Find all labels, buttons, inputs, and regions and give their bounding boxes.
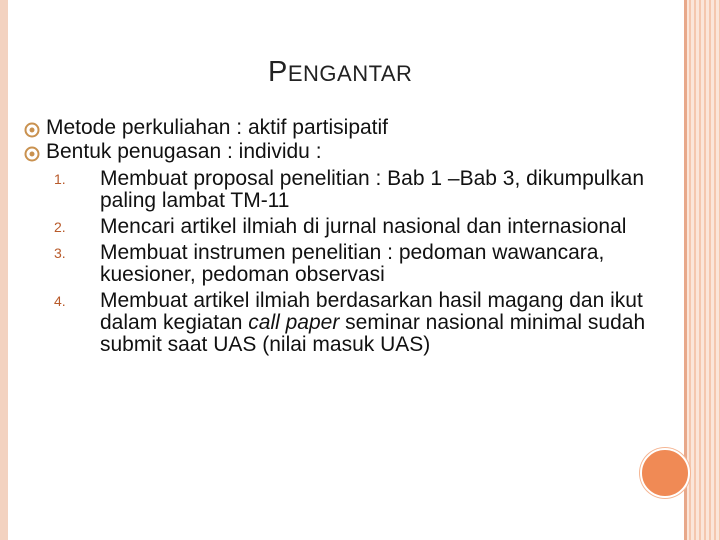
numbered-item: [24, 216, 692, 238]
numbered-item: [24, 242, 692, 286]
slide-content: [24, 116, 692, 356]
item-text: Membuat proposal penelitian : Bab 1 –Bab 3, dikumpulkan paling lambat TM-11: [100, 167, 645, 212]
numbered-item: [24, 168, 692, 212]
item-text-italic: call paper: [248, 311, 340, 334]
item-text: Membuat instrumen penelitian : pedoman wawancara, kuesioner, pedoman observasi: [100, 241, 605, 286]
bullet-item: [24, 140, 692, 164]
title-rest: ENGANTAR: [287, 61, 413, 86]
item-text: [100, 290, 692, 356]
orange-circle-decoration: [640, 448, 690, 498]
title-initial: P: [268, 56, 288, 88]
item-number: 2.: [54, 219, 66, 235]
bullet-item: [24, 116, 692, 140]
item-text: Mencari artikel ilmiah di jurnal nasional dan internasional: [100, 215, 627, 238]
item-number: 3.: [54, 245, 66, 261]
bullet-text: Metode perkuliahan : aktif partisipatif: [46, 116, 389, 139]
circle-bullet-icon: [24, 116, 46, 140]
item-text-part: Membuat artikel ilmiah berdasarkan hasil magang dan ikut dalam kegiatan: [100, 289, 643, 334]
left-border-decoration: [0, 0, 8, 540]
item-text-part: seminar nasional minimal sudah submit saat UAS (nilai masuk UAS): [100, 311, 646, 356]
slide-title: [268, 56, 412, 89]
item-number: 4.: [54, 293, 66, 309]
bullet-text: Bentuk penugasan : individu :: [46, 140, 322, 163]
numbered-item: [24, 290, 692, 356]
circle-bullet-icon: [24, 140, 46, 164]
item-number: 1.: [54, 171, 66, 187]
